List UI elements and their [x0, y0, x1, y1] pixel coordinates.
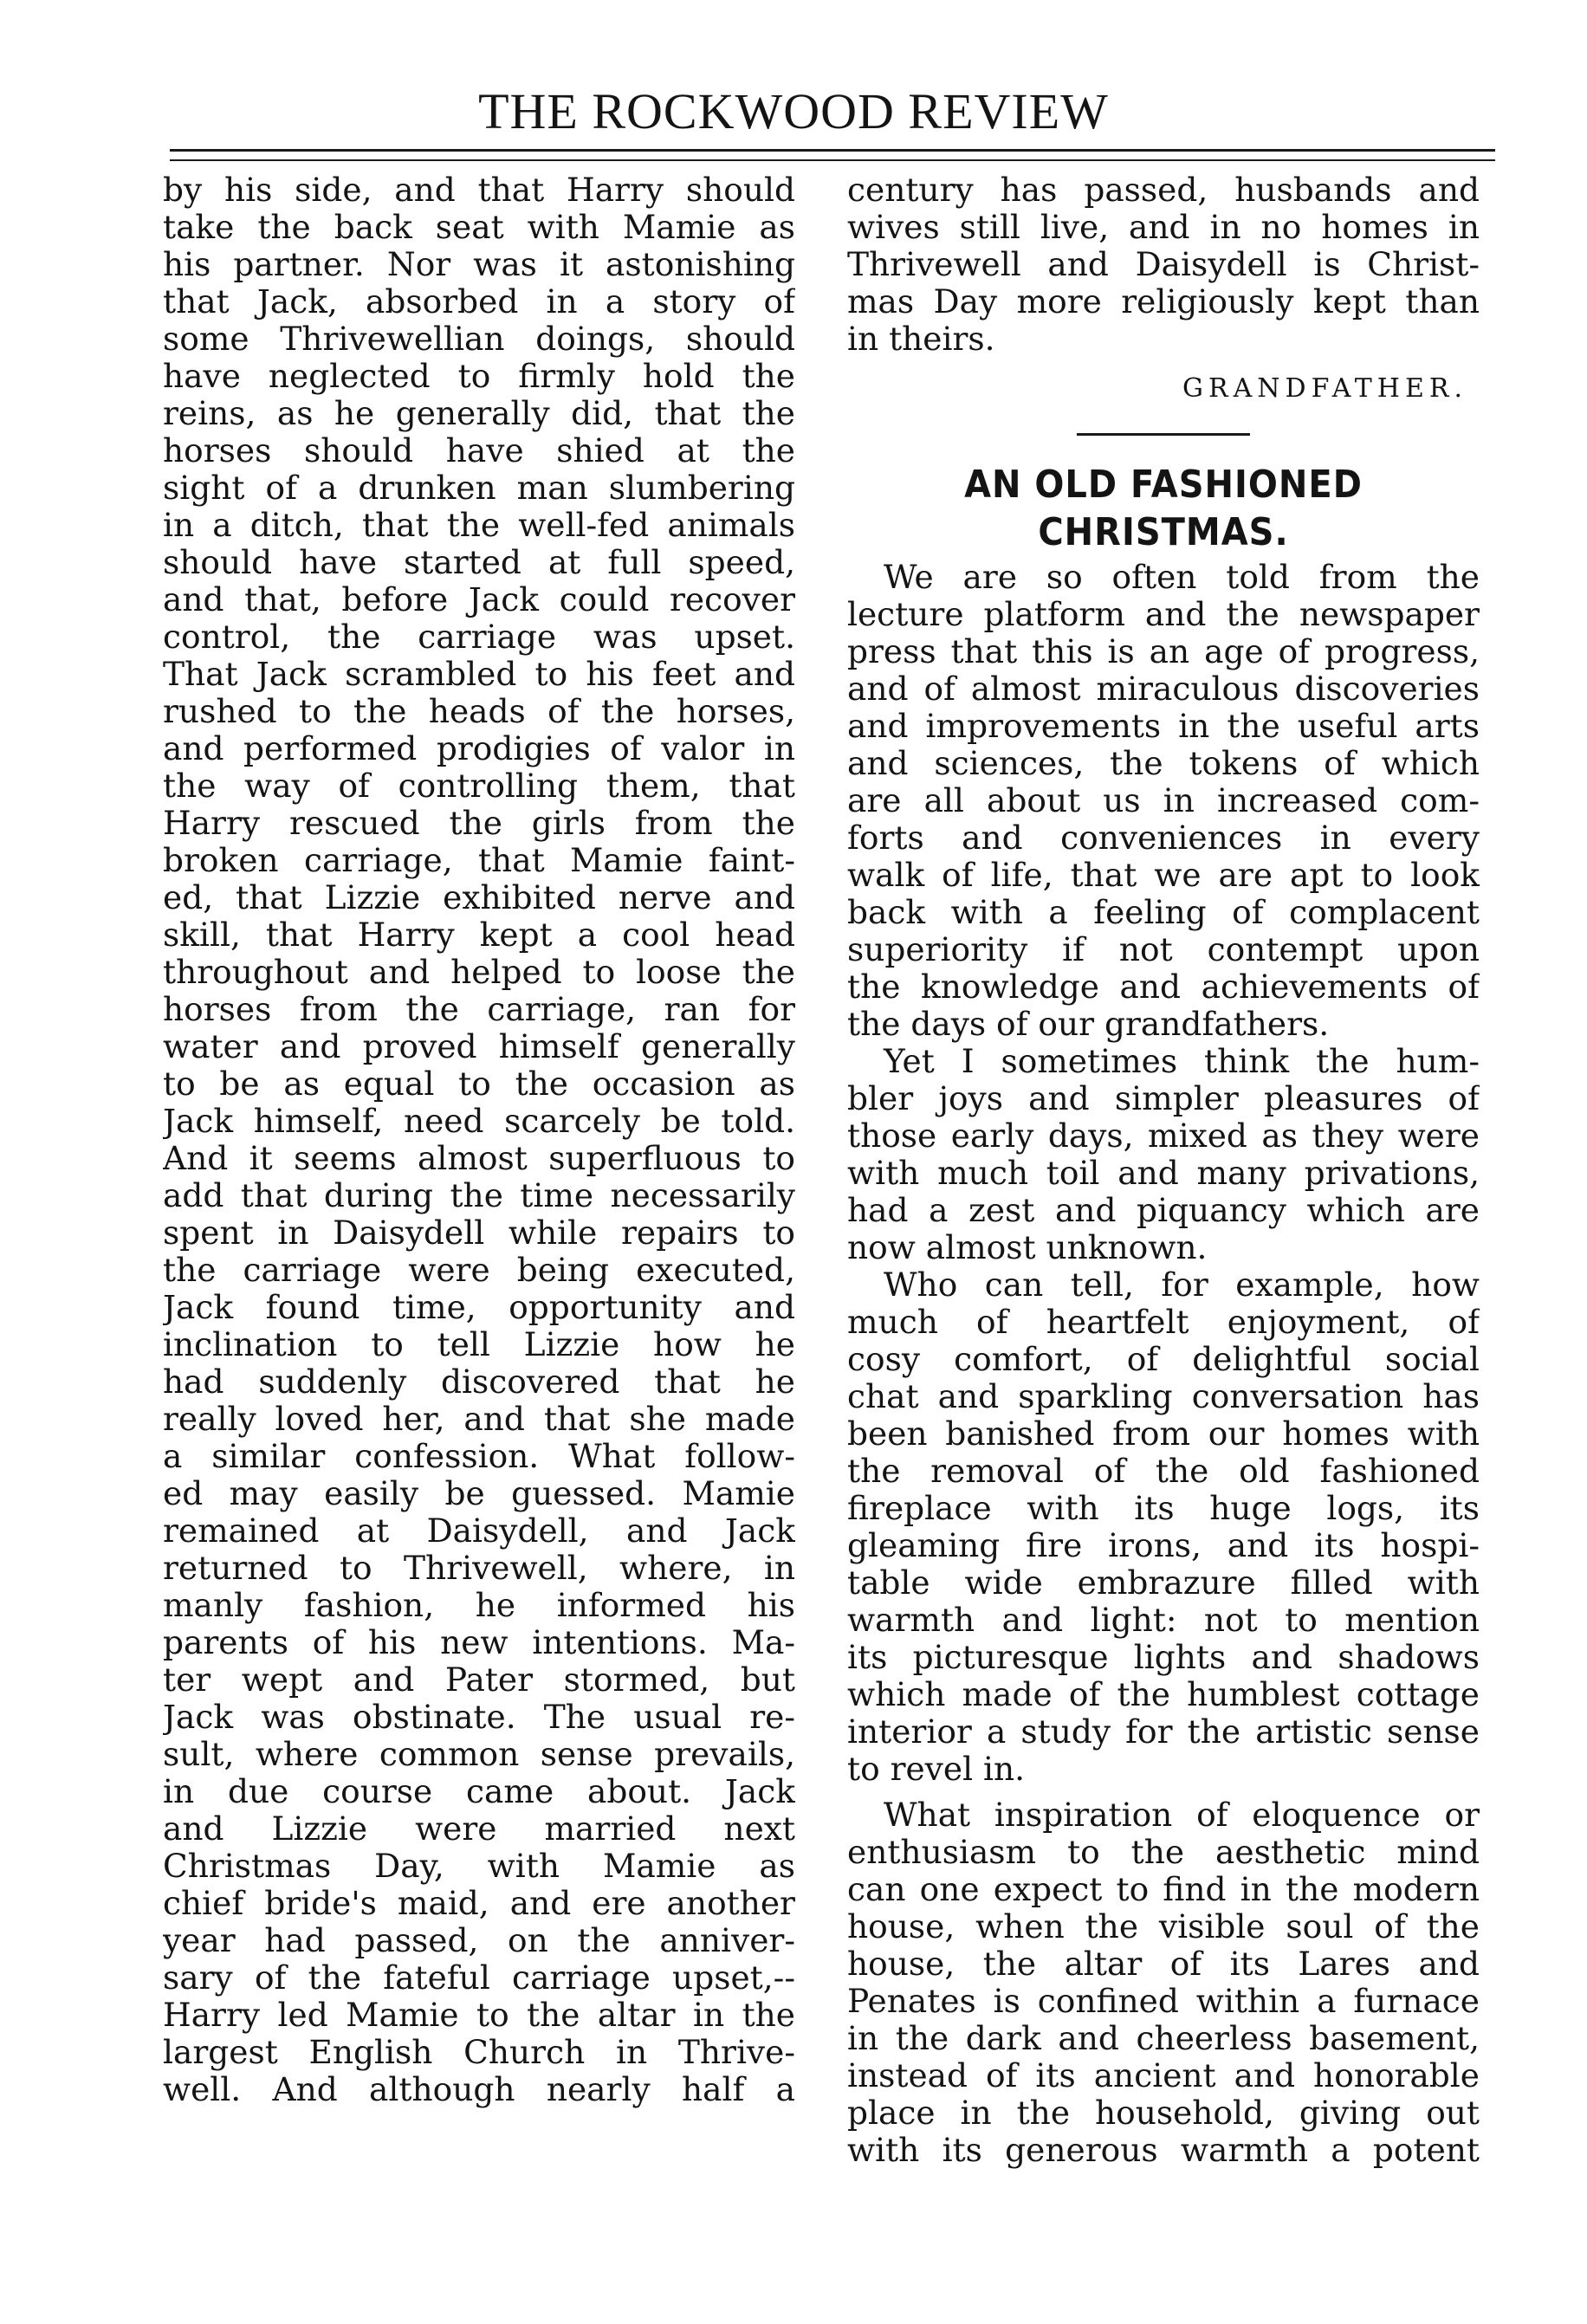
article-paragraph-1	[847, 559, 1480, 1043]
text-line: sult, where common sense prevails,	[163, 1736, 795, 1773]
text-line: And it seems almost superfluous to	[163, 1140, 795, 1177]
text-line: had a zest and piquancy which are	[847, 1192, 1480, 1229]
text-line: returned to Thrivewell, where, in	[163, 1550, 795, 1587]
text-line: manly fashion, he informed his	[163, 1587, 795, 1624]
text-line: press that this is an age of progress,	[847, 633, 1480, 670]
text-line: well. And although nearly half a	[163, 2071, 795, 2108]
text-line: a similar confession. What follow-	[163, 1438, 795, 1475]
text-line: What inspiration of eloquence or	[884, 1796, 1480, 1834]
text-line: can one expect to find in the modern	[847, 1871, 1480, 1908]
text-line: chief bride's maid, and ere another	[163, 1885, 795, 1922]
text-line: cosy comfort, of delightful social	[847, 1341, 1480, 1378]
text-line: instead of its ancient and honorable	[847, 2057, 1480, 2094]
text-line: his partner. Nor was it astonishing	[163, 246, 795, 283]
text-line: rushed to the heads of the horses,	[163, 693, 795, 730]
text-line: superiority if not contempt upon	[847, 931, 1480, 968]
text-line: gleaming fire irons, and its hospi-	[847, 1527, 1480, 1564]
text-line: ed, that Lizzie exhibited nerve and	[163, 879, 795, 916]
text-line: add that during the time necessarily	[163, 1177, 795, 1214]
article-paragraph-2	[847, 1043, 1480, 1266]
text-line: place in the household, giving out	[847, 2094, 1480, 2132]
section-divider	[1077, 433, 1250, 436]
text-line: Jack found time, opportunity and	[163, 1289, 795, 1326]
text-line: house, the altar of its Lares and	[847, 1945, 1480, 1983]
text-line: forts and conveniences in every	[847, 819, 1480, 857]
article-title: AN OLD FASHIONED CHRISTMAS.	[964, 463, 1363, 554]
text-line: have neglected to firmly hold the	[163, 358, 795, 395]
text-line: the way of controlling them, that	[163, 767, 795, 805]
article-paragraph-3	[847, 1266, 1480, 1788]
text-line: take the back seat with Mamie as	[163, 209, 795, 246]
text-line: the carriage were being executed,	[163, 1252, 795, 1289]
text-line: parents of his new intentions. Ma-	[163, 1624, 795, 1661]
text-line: Penates is confined within a furnace	[847, 1983, 1480, 2020]
masthead-title: THE ROCKWOOD REVIEW	[478, 83, 1109, 139]
paragraph-gap	[847, 1788, 1480, 1796]
text-line: water and proved himself generally	[163, 1028, 795, 1065]
text-line: Who can tell, for example, how	[884, 1266, 1480, 1304]
text-line: ed may easily be guessed. Mamie	[163, 1475, 795, 1512]
text-line: the knowledge and achievements of	[847, 968, 1480, 1006]
right-column	[847, 172, 1480, 2169]
continued-story	[847, 172, 1480, 358]
text-line: table wide embrazure filled with	[847, 1564, 1480, 1602]
text-line: with much toil and many privations,	[847, 1155, 1480, 1192]
text-line: century has passed, husbands and	[847, 172, 1480, 209]
text-line: with its generous warmth a potent	[847, 2132, 1480, 2169]
text-line: much of heartfelt enjoyment, of	[847, 1304, 1480, 1341]
text-line: sary of the fateful carriage upset,--	[163, 1959, 795, 1997]
text-line: its picturesque lights and shadows	[847, 1639, 1480, 1676]
text-line: ter wept and Pater stormed, but	[163, 1661, 795, 1699]
text-line: to revel in.	[847, 1751, 1026, 1788]
text-line: in a ditch, that the well-fed animals	[163, 507, 795, 544]
text-line: had suddenly discovered that he	[163, 1363, 795, 1401]
text-line: Jack was obstinate. The usual re-	[163, 1699, 795, 1736]
text-line: and performed prodigies of valor in	[163, 730, 795, 767]
text-line: control, the carriage was upset.	[163, 618, 795, 656]
text-line: skill, that Harry kept a cool head	[163, 916, 795, 954]
masthead-rule	[170, 149, 1495, 152]
text-line: really loved her, and that she made	[163, 1401, 795, 1438]
text-line: horses from the carriage, ran for	[163, 991, 795, 1028]
text-line: in theirs.	[847, 320, 995, 358]
text-line: horses should have shied at the	[163, 432, 795, 469]
text-line: broken carriage, that Mamie faint-	[163, 842, 795, 879]
text-line: Yet I sometimes think the hum-	[884, 1043, 1480, 1080]
left-column	[163, 172, 795, 2108]
article-paragraph-4	[847, 1796, 1480, 2169]
text-line: and that, before Jack could recover	[163, 581, 795, 618]
text-line: should have started at full speed,	[163, 544, 795, 581]
text-line: the removal of the old fashioned	[847, 1453, 1480, 1490]
text-line: Christmas Day, with Mamie as	[163, 1848, 795, 1885]
text-line: to be as equal to the occasion as	[163, 1065, 795, 1103]
text-line: inclination to tell Lizzie how he	[163, 1326, 795, 1363]
text-line: spent in Daisydell while repairs to	[163, 1214, 795, 1252]
text-line: We are so often told from the	[884, 559, 1480, 596]
masthead-rule-secondary	[170, 159, 1495, 161]
text-line: house, when the visible soul of the	[847, 1908, 1480, 1945]
text-line: by his side, and that Harry should	[163, 172, 795, 209]
text-line: and improvements in the useful arts	[847, 708, 1480, 745]
text-line: and Lizzie were married next	[163, 1810, 795, 1848]
text-line: in the dark and cheerless basement,	[847, 2020, 1480, 2057]
text-line: in due course came about. Jack	[163, 1773, 795, 1810]
text-line: Harry led Mamie to the altar in the	[163, 1997, 795, 2034]
text-line: wives still live, and in no homes in	[847, 209, 1480, 246]
text-line: are all about us in increased com-	[847, 782, 1480, 819]
author-signature: GRANDFATHER.	[1182, 373, 1467, 404]
text-line: Thrivewell and Daisydell is Christ-	[847, 246, 1480, 283]
text-line: interior a study for the artistic sense	[847, 1713, 1480, 1751]
text-line: Harry rescued the girls from the	[163, 805, 795, 842]
text-line: chat and sparkling conversation has	[847, 1378, 1480, 1415]
text-line: some Thrivewellian doings, should	[163, 320, 795, 358]
text-line: mas Day more religiously kept than	[847, 283, 1480, 320]
text-line: been banished from our homes with	[847, 1415, 1480, 1453]
text-line: and of almost miraculous discoveries	[847, 670, 1480, 708]
text-line: back with a feeling of complacent	[847, 894, 1480, 931]
text-line: which made of the humblest cottage	[847, 1676, 1480, 1713]
text-line: bler joys and simpler pleasures of	[847, 1080, 1480, 1117]
text-line: fireplace with its huge logs, its	[847, 1490, 1480, 1527]
text-line: year had passed, on the anniver-	[163, 1922, 795, 1959]
text-line: throughout and helped to loose the	[163, 954, 795, 991]
text-line: largest English Church in Thrive-	[163, 2034, 795, 2071]
text-line: That Jack scrambled to his feet and	[163, 656, 795, 693]
text-line: enthusiasm to the aesthetic mind	[847, 1834, 1480, 1871]
text-line: those early days, mixed as they were	[847, 1117, 1480, 1155]
text-line: and sciences, the tokens of which	[847, 745, 1480, 782]
text-line: the days of our grandfathers.	[847, 1006, 1330, 1043]
text-line: Jack himself, need scarcely be told.	[163, 1103, 795, 1140]
text-line: sight of a drunken man slumbering	[163, 469, 795, 507]
text-line: reins, as he generally did, that the	[163, 395, 795, 432]
text-line: remained at Daisydell, and Jack	[163, 1512, 795, 1550]
text-line: warmth and light: not to mention	[847, 1602, 1480, 1639]
text-line: lecture platform and the newspaper	[847, 596, 1480, 633]
text-line: that Jack, absorbed in a story of	[163, 283, 795, 320]
text-line: walk of life, that we are apt to look	[847, 857, 1480, 894]
text-line: now almost unknown.	[847, 1229, 1208, 1266]
